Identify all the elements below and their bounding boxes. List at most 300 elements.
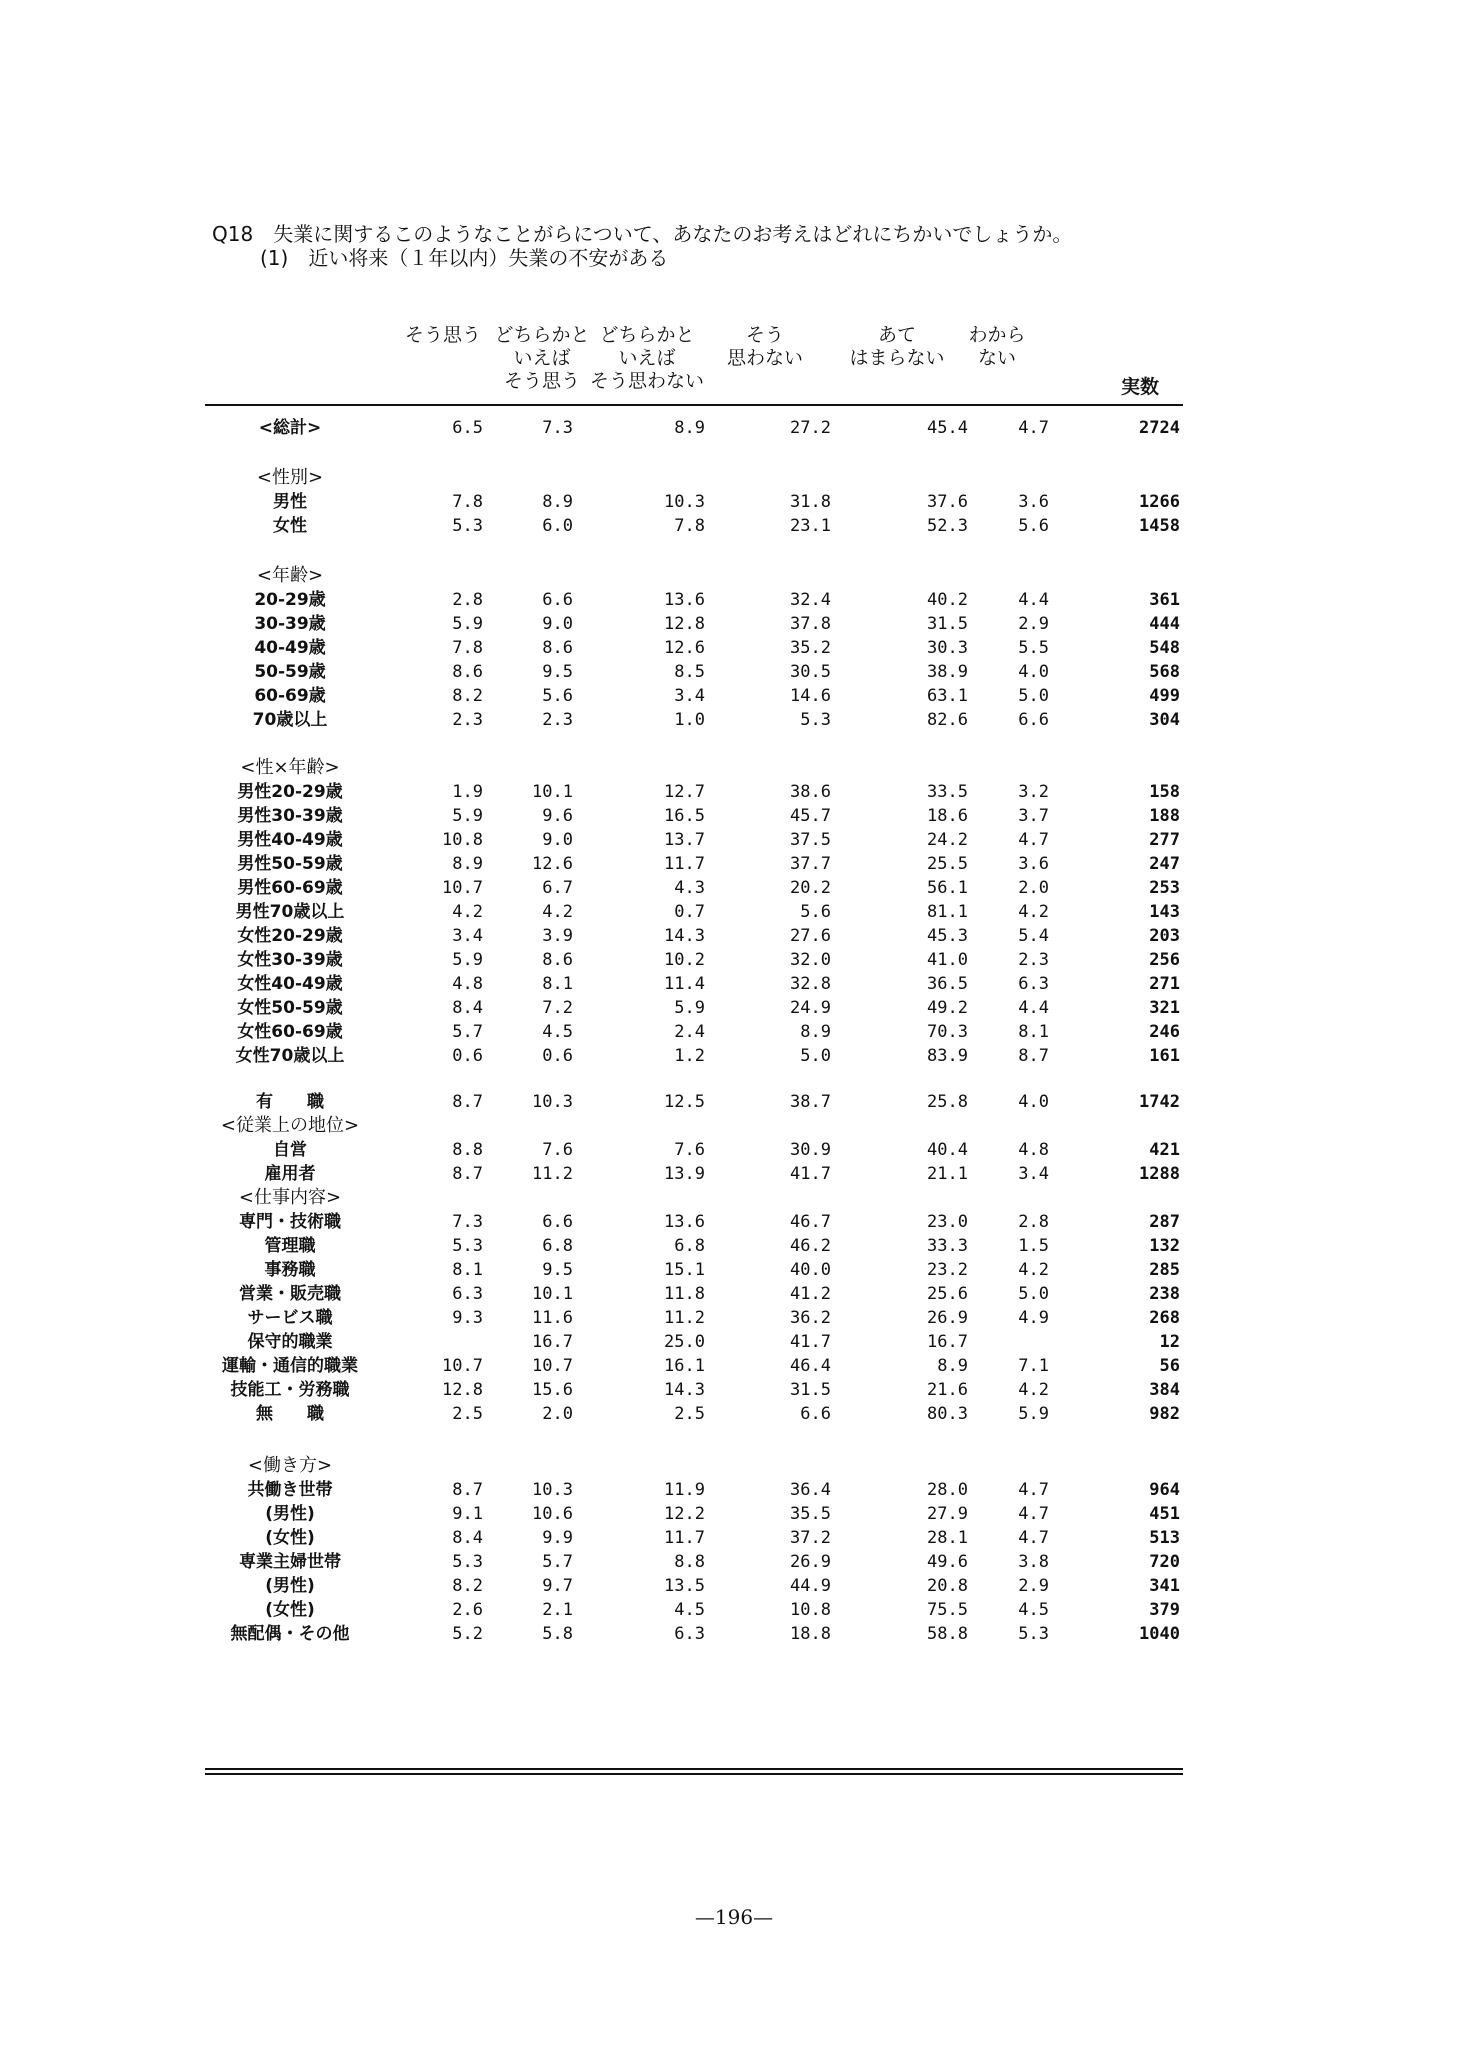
percent-cell: 63.1	[927, 686, 968, 706]
percent-cell: 6.0	[542, 516, 573, 536]
percent-cell: 31.5	[927, 614, 968, 634]
percent-cell: 11.2	[664, 1308, 705, 1328]
percent-cell: 2.3	[542, 710, 573, 730]
percent-cell: 5.0	[800, 1046, 831, 1066]
percent-cell: 31.5	[790, 1380, 831, 1400]
percent-cell: 3.4	[452, 926, 483, 946]
percent-cell: 8.6	[452, 662, 483, 682]
row-label: 男性70歳以上	[235, 902, 345, 922]
percent-cell: 4.2	[452, 902, 483, 922]
percent-cell: 32.8	[790, 974, 831, 994]
percent-cell: 56.1	[927, 878, 968, 898]
row-label: 無配偶・その他	[230, 1624, 350, 1644]
table-row	[205, 684, 1183, 708]
percent-cell: 4.3	[674, 878, 705, 898]
percent-cell: 9.5	[542, 662, 573, 682]
page-number: —196—	[694, 1905, 774, 1929]
percent-cell: 35.5	[790, 1504, 831, 1524]
table-row	[205, 514, 1183, 538]
count-cell: 247	[1149, 854, 1180, 874]
percent-cell: 11.6	[532, 1308, 573, 1328]
percent-cell: 31.8	[790, 492, 831, 512]
percent-cell: 5.0	[1018, 1284, 1049, 1304]
percent-cell: 4.0	[1018, 1092, 1049, 1112]
percent-cell: 8.5	[674, 662, 705, 682]
percent-cell: 2.1	[542, 1600, 573, 1620]
percent-cell: 3.4	[1018, 1164, 1049, 1184]
percent-cell: 41.2	[790, 1284, 831, 1304]
count-cell: 56	[1159, 1356, 1180, 1376]
table-row	[205, 490, 1183, 514]
row-label: 自営	[273, 1140, 307, 1160]
count-cell: 277	[1149, 830, 1180, 850]
count-cell: 1458	[1139, 516, 1180, 536]
percent-cell: 8.7	[1018, 1046, 1049, 1066]
percent-cell: 20.2	[790, 878, 831, 898]
row-label: 男性50-59歳	[237, 854, 343, 874]
percent-cell: 82.6	[927, 710, 968, 730]
count-cell: 161	[1149, 1046, 1180, 1066]
count-cell: 246	[1149, 1022, 1180, 1042]
percent-cell: 83.9	[927, 1046, 968, 1066]
percent-cell: 5.7	[542, 1552, 573, 1572]
count-cell: 12	[1159, 1332, 1180, 1352]
table-row	[205, 1020, 1183, 1044]
percent-cell: 30.3	[927, 638, 968, 658]
percent-cell: 25.0	[664, 1332, 705, 1352]
percent-cell: 10.1	[532, 1284, 573, 1304]
row-label: 保守的職業	[247, 1332, 333, 1352]
count-cell: 321	[1149, 998, 1180, 1018]
percent-cell: 8.1	[1018, 1022, 1049, 1042]
count-cell: 421	[1149, 1140, 1180, 1160]
percent-cell: 8.9	[452, 854, 483, 874]
count-cell: 238	[1149, 1284, 1180, 1304]
percent-cell: 37.8	[790, 614, 831, 634]
percent-cell: 10.3	[532, 1092, 573, 1112]
table-row	[205, 1090, 1183, 1114]
percent-cell: 9.7	[542, 1576, 573, 1596]
count-cell: 451	[1149, 1504, 1180, 1524]
percent-cell: 13.9	[664, 1164, 705, 1184]
count-cell: 188	[1149, 806, 1180, 826]
percent-cell: 12.6	[664, 638, 705, 658]
percent-cell: 25.6	[927, 1284, 968, 1304]
bottom-double-rule	[205, 1768, 1183, 1775]
percent-cell: 7.6	[542, 1140, 573, 1160]
percent-cell: 4.4	[1018, 590, 1049, 610]
column-header-6: 実数	[1120, 376, 1159, 398]
percent-cell: 40.0	[790, 1260, 831, 1280]
percent-cell: 45.4	[927, 418, 968, 438]
count-cell: 499	[1149, 686, 1180, 706]
percent-cell: 4.2	[1018, 1380, 1049, 1400]
count-cell: 287	[1149, 1212, 1180, 1232]
count-cell: 548	[1149, 638, 1180, 658]
percent-cell: 8.9	[674, 418, 705, 438]
percent-cell: 7.6	[674, 1140, 705, 1160]
percent-cell: 16.1	[664, 1356, 705, 1376]
row-label: <総計>	[258, 418, 322, 438]
percent-cell: 8.6	[542, 638, 573, 658]
count-cell: 1742	[1139, 1092, 1180, 1112]
percent-cell: 2.9	[1018, 1576, 1049, 1596]
percent-cell: 49.6	[927, 1552, 968, 1572]
percent-cell: 23.1	[790, 516, 831, 536]
percent-cell: 10.7	[442, 878, 483, 898]
percent-cell: 35.2	[790, 638, 831, 658]
percent-cell: 37.7	[790, 854, 831, 874]
percent-cell: 10.2	[664, 950, 705, 970]
percent-cell: 3.4	[674, 686, 705, 706]
row-label: 20-29歳	[254, 590, 326, 610]
percent-cell: 23.0	[927, 1212, 968, 1232]
table-row	[205, 416, 1183, 440]
percent-cell: 5.3	[452, 1236, 483, 1256]
percent-cell: 36.4	[790, 1480, 831, 1500]
column-header-2: どちらかと いえば そう思わない	[589, 324, 704, 392]
percent-cell: 6.5	[452, 418, 483, 438]
percent-cell: 38.6	[790, 782, 831, 802]
percent-cell: 8.9	[542, 492, 573, 512]
percent-cell: 33.3	[927, 1236, 968, 1256]
percent-cell: 4.5	[542, 1022, 573, 1042]
row-label: 技能工・労務職	[230, 1380, 350, 1400]
table-row	[205, 1330, 1183, 1354]
percent-cell: 8.9	[800, 1022, 831, 1042]
table-body	[205, 406, 1183, 1768]
percent-cell: 4.7	[1018, 1528, 1049, 1548]
percent-cell: 14.3	[664, 926, 705, 946]
percent-cell: 46.2	[790, 1236, 831, 1256]
percent-cell: 58.8	[927, 1624, 968, 1644]
percent-cell: 28.1	[927, 1528, 968, 1548]
count-cell: 2724	[1139, 418, 1180, 438]
section-label: <性別>	[256, 467, 324, 488]
percent-cell: 8.8	[674, 1552, 705, 1572]
row-label: 有 職	[256, 1092, 324, 1112]
percent-cell: 6.6	[800, 1404, 831, 1424]
row-label: 男性20-29歳	[237, 782, 343, 802]
percent-cell: 30.9	[790, 1140, 831, 1160]
percent-cell: 8.1	[542, 974, 573, 994]
table-row	[205, 1210, 1183, 1234]
percent-cell: 4.2	[1018, 902, 1049, 922]
count-cell: 203	[1149, 926, 1180, 946]
percent-cell: 75.5	[927, 1600, 968, 1620]
percent-cell: 6.3	[674, 1624, 705, 1644]
percent-cell: 4.7	[1018, 1504, 1049, 1524]
percent-cell: 46.4	[790, 1356, 831, 1376]
percent-cell: 5.4	[1018, 926, 1049, 946]
percent-cell: 4.8	[1018, 1140, 1049, 1160]
percent-cell: 45.7	[790, 806, 831, 826]
percent-cell: 36.2	[790, 1308, 831, 1328]
table-row	[205, 1574, 1183, 1598]
table-row	[205, 1138, 1183, 1162]
percent-cell: 10.3	[532, 1480, 573, 1500]
row-label: 50-59歳	[254, 662, 326, 682]
percent-cell: 4.8	[452, 974, 483, 994]
percent-cell: 1.0	[674, 710, 705, 730]
percent-cell: 5.6	[542, 686, 573, 706]
table-row	[205, 900, 1183, 924]
table-row	[205, 1044, 1183, 1068]
percent-cell: 52.3	[927, 516, 968, 536]
percent-cell: 2.5	[674, 1404, 705, 1424]
table-row	[205, 588, 1183, 612]
percent-cell: 15.6	[532, 1380, 573, 1400]
percent-cell: 12.6	[532, 854, 573, 874]
count-cell: 271	[1149, 974, 1180, 994]
percent-cell: 3.6	[1018, 492, 1049, 512]
percent-cell: 4.7	[1018, 1480, 1049, 1500]
percent-cell: 21.6	[927, 1380, 968, 1400]
row-label: 専業主婦世帯	[239, 1552, 341, 1572]
percent-cell: 9.0	[542, 830, 573, 850]
percent-cell: 70.3	[927, 1022, 968, 1042]
percent-cell: 10.7	[442, 1356, 483, 1376]
percent-cell: 5.9	[674, 998, 705, 1018]
count-cell: 513	[1149, 1528, 1180, 1548]
percent-cell: 40.2	[927, 590, 968, 610]
percent-cell: 11.7	[664, 1528, 705, 1548]
table-row	[205, 1502, 1183, 1526]
percent-cell: 5.7	[452, 1022, 483, 1042]
percent-cell: 27.9	[927, 1504, 968, 1524]
percent-cell: 30.5	[790, 662, 831, 682]
percent-cell: 24.2	[927, 830, 968, 850]
percent-cell: 11.9	[664, 1480, 705, 1500]
row-label: 女性40-49歳	[237, 974, 343, 994]
table-row	[205, 948, 1183, 972]
percent-cell: 3.8	[1018, 1552, 1049, 1572]
percent-cell: 5.0	[1018, 686, 1049, 706]
percent-cell: 26.9	[790, 1552, 831, 1572]
percent-cell: 9.3	[452, 1308, 483, 1328]
table-row	[205, 1306, 1183, 1330]
row-label: 管理職	[264, 1236, 316, 1256]
table-header	[205, 310, 1183, 404]
table-row	[205, 1622, 1183, 1646]
percent-cell: 8.2	[452, 1576, 483, 1596]
percent-cell: 8.7	[452, 1164, 483, 1184]
percent-cell: 4.2	[1018, 1260, 1049, 1280]
percent-cell: 5.3	[452, 516, 483, 536]
percent-cell: 45.3	[927, 926, 968, 946]
percent-cell: 5.9	[1018, 1404, 1049, 1424]
row-label: 男性60-69歳	[237, 878, 343, 898]
count-cell: 1266	[1139, 492, 1180, 512]
percent-cell: 46.7	[790, 1212, 831, 1232]
percent-cell: 27.2	[790, 418, 831, 438]
count-cell: 982	[1149, 1404, 1180, 1424]
percent-cell: 20.8	[927, 1576, 968, 1596]
row-label: 70歳以上	[252, 710, 328, 730]
percent-cell: 5.5	[1018, 638, 1049, 658]
percent-cell: 13.5	[664, 1576, 705, 1596]
percent-cell: 36.5	[927, 974, 968, 994]
question-title: Q18 失業に関するこのようなことがらについて、あなたのお考えはどれにちかいでしょうか。	[212, 222, 1073, 246]
percent-cell: 5.9	[452, 614, 483, 634]
percent-cell: 4.7	[1018, 830, 1049, 850]
percent-cell: 13.6	[664, 590, 705, 610]
row-label: (男性)	[265, 1504, 315, 1524]
section-heading-row	[205, 1454, 1183, 1478]
percent-cell: 7.8	[452, 492, 483, 512]
percent-cell: 25.5	[927, 854, 968, 874]
row-label: 女性70歳以上	[235, 1046, 345, 1066]
percent-cell: 10.8	[790, 1600, 831, 1620]
percent-cell: 32.4	[790, 590, 831, 610]
table-row	[205, 660, 1183, 684]
table-row	[205, 636, 1183, 660]
percent-cell: 25.8	[927, 1092, 968, 1112]
table-row	[205, 1598, 1183, 1622]
row-label: 無 職	[256, 1404, 324, 1424]
percent-cell: 16.7	[927, 1332, 968, 1352]
percent-cell: 4.7	[1018, 418, 1049, 438]
row-label: 共働き世帯	[247, 1480, 333, 1500]
percent-cell: 9.0	[542, 614, 573, 634]
count-cell: 384	[1149, 1380, 1180, 1400]
percent-cell: 5.6	[1018, 516, 1049, 536]
percent-cell: 11.2	[532, 1164, 573, 1184]
percent-cell: 5.8	[542, 1624, 573, 1644]
percent-cell: 6.3	[1018, 974, 1049, 994]
percent-cell: 9.5	[542, 1260, 573, 1280]
percent-cell: 11.4	[664, 974, 705, 994]
percent-cell: 10.3	[664, 492, 705, 512]
percent-cell: 6.6	[542, 590, 573, 610]
percent-cell: 11.7	[664, 854, 705, 874]
percent-cell: 0.6	[452, 1046, 483, 1066]
table-row	[205, 1478, 1183, 1502]
percent-cell: 8.7	[452, 1480, 483, 1500]
percent-cell: 5.3	[800, 710, 831, 730]
row-label: 営業・販売職	[239, 1284, 341, 1304]
percent-cell: 8.4	[452, 1528, 483, 1548]
percent-cell: 26.9	[927, 1308, 968, 1328]
percent-cell: 4.9	[1018, 1308, 1049, 1328]
table-row	[205, 1402, 1183, 1426]
percent-cell: 4.4	[1018, 998, 1049, 1018]
percent-cell: 6.8	[542, 1236, 573, 1256]
section-label: <年齢>	[256, 565, 324, 586]
count-cell: 143	[1149, 902, 1180, 922]
percent-cell: 6.8	[674, 1236, 705, 1256]
percent-cell: 38.9	[927, 662, 968, 682]
table-row	[205, 1282, 1183, 1306]
percent-cell: 12.7	[664, 782, 705, 802]
percent-cell: 13.7	[664, 830, 705, 850]
column-header-1: どちらかと いえば そう思う	[494, 324, 590, 392]
percent-cell: 4.0	[1018, 662, 1049, 682]
percent-cell: 12.8	[664, 614, 705, 634]
percent-cell: 7.2	[542, 998, 573, 1018]
percent-cell: 8.7	[452, 1092, 483, 1112]
percent-cell: 18.8	[790, 1624, 831, 1644]
percent-cell: 12.2	[664, 1504, 705, 1524]
table-row	[205, 612, 1183, 636]
percent-cell: 2.0	[1018, 878, 1049, 898]
section-label: <働き方>	[247, 1455, 333, 1476]
percent-cell: 8.4	[452, 998, 483, 1018]
section-heading-row	[205, 756, 1183, 780]
percent-cell: 8.8	[452, 1140, 483, 1160]
count-cell: 568	[1149, 662, 1180, 682]
percent-cell: 5.9	[452, 806, 483, 826]
percent-cell: 32.0	[790, 950, 831, 970]
row-label: 40-49歳	[254, 638, 326, 658]
percent-cell: 6.3	[452, 1284, 483, 1304]
percent-cell: 9.9	[542, 1528, 573, 1548]
column-header-4: あて はまらない	[849, 324, 945, 369]
row-label: 60-69歳	[254, 686, 326, 706]
percent-cell: 6.6	[1018, 710, 1049, 730]
percent-cell: 5.3	[1018, 1624, 1049, 1644]
row-label: 男性30-39歳	[237, 806, 343, 826]
percent-cell: 0.6	[542, 1046, 573, 1066]
count-cell: 304	[1149, 710, 1180, 730]
percent-cell: 24.9	[790, 998, 831, 1018]
percent-cell: 3.6	[1018, 854, 1049, 874]
count-cell: 158	[1149, 782, 1180, 802]
row-label: (女性)	[265, 1528, 315, 1548]
column-header-5: わから ない	[968, 324, 1026, 369]
percent-cell: 44.9	[790, 1576, 831, 1596]
count-cell: 444	[1149, 614, 1180, 634]
row-label: 雇用者	[264, 1164, 316, 1184]
percent-cell: 80.3	[927, 1404, 968, 1424]
row-label: サービス職	[247, 1308, 333, 1328]
percent-cell: 16.5	[664, 806, 705, 826]
row-label: 女性	[273, 516, 307, 536]
percent-cell: 8.9	[937, 1356, 968, 1376]
row-label: 女性50-59歳	[237, 998, 343, 1018]
count-cell: 285	[1149, 1260, 1180, 1280]
section-heading-row	[205, 1186, 1183, 1210]
table-row	[205, 1234, 1183, 1258]
count-cell: 361	[1149, 590, 1180, 610]
percent-cell: 10.6	[532, 1504, 573, 1524]
percent-cell: 23.2	[927, 1260, 968, 1280]
count-cell: 341	[1149, 1576, 1180, 1596]
table-row	[205, 1162, 1183, 1186]
section-label: <性×年齢>	[240, 757, 340, 778]
table-row	[205, 972, 1183, 996]
percent-cell: 0.7	[674, 902, 705, 922]
row-label: 男性40-49歳	[237, 830, 343, 850]
percent-cell: 38.7	[790, 1092, 831, 1112]
count-cell: 720	[1149, 1552, 1180, 1572]
percent-cell: 18.6	[927, 806, 968, 826]
table-row	[205, 852, 1183, 876]
percent-cell: 10.7	[532, 1356, 573, 1376]
percent-cell: 5.9	[452, 950, 483, 970]
percent-cell: 5.3	[452, 1552, 483, 1572]
percent-cell: 41.7	[790, 1332, 831, 1352]
percent-cell: 28.0	[927, 1480, 968, 1500]
percent-cell: 9.6	[542, 806, 573, 826]
section-heading-row	[205, 1114, 1183, 1138]
section-heading-row	[205, 466, 1183, 490]
count-cell: 1288	[1139, 1164, 1180, 1184]
percent-cell: 8.1	[452, 1260, 483, 1280]
section-heading-row	[205, 564, 1183, 588]
table-row	[205, 1258, 1183, 1282]
percent-cell: 4.5	[674, 1600, 705, 1620]
